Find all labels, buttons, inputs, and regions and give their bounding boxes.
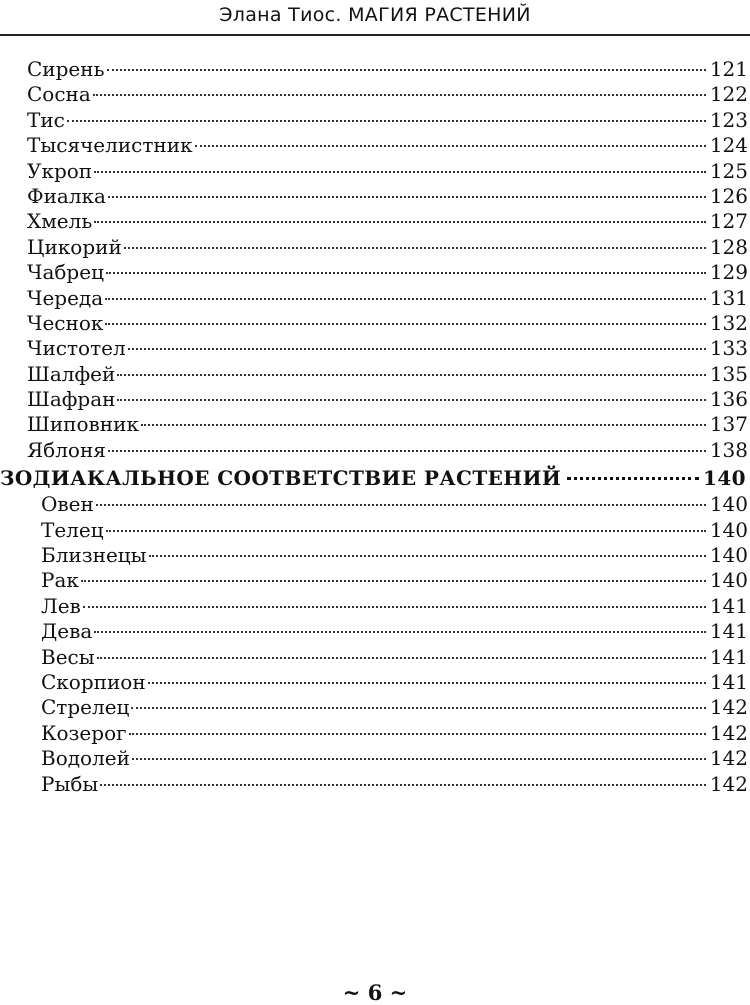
toc-entry-title: Фиалка	[27, 183, 106, 208]
toc-entry-title: Стрелец	[41, 695, 130, 720]
dot-leader	[148, 682, 706, 684]
toc-entry-page-number: 132	[709, 310, 748, 335]
toc-entry-page-number: 142	[709, 771, 748, 796]
toc-entry-page-number: 123	[709, 107, 748, 132]
dot-leader	[128, 348, 706, 350]
dot-leader	[105, 323, 705, 325]
dot-leader	[124, 247, 706, 249]
toc-entry-title: Рак	[41, 568, 79, 593]
toc-entry[interactable]	[0, 286, 750, 311]
toc-entry[interactable]	[0, 721, 750, 746]
toc-entry[interactable]	[0, 184, 750, 209]
toc-entry-page-number: 142	[709, 720, 748, 745]
page-number: ~ 6 ~	[342, 980, 408, 1005]
toc-entry[interactable]	[0, 108, 750, 133]
toc-entry-title: Шалфей	[27, 361, 116, 386]
toc-entry[interactable]	[0, 412, 750, 437]
table-of-contents	[0, 57, 750, 797]
toc-entry-page-number: 126	[709, 183, 748, 208]
toc-entry-title: Весы	[41, 644, 95, 669]
toc-entry[interactable]	[0, 235, 750, 260]
toc-entry-page-number: 133	[709, 336, 748, 361]
toc-entry-title: Череда	[27, 285, 104, 310]
toc-entry-page-number: 140	[709, 543, 748, 568]
toc-entry[interactable]	[0, 133, 750, 158]
toc-entry[interactable]	[0, 336, 750, 361]
toc-entry[interactable]	[0, 772, 750, 797]
toc-entry-page-number: 140	[709, 568, 748, 593]
toc-entry-title: Овен	[41, 492, 94, 517]
toc-entry-page-number: 124	[709, 133, 748, 158]
toc-entry-title: Козерог	[41, 720, 127, 745]
toc-entry-title: Шафран	[27, 387, 116, 412]
dot-leader	[117, 399, 705, 401]
toc-entry[interactable]	[0, 362, 750, 387]
toc-entry-title: Сирень	[27, 57, 105, 81]
dot-leader	[132, 758, 706, 760]
running-header	[0, 4, 750, 26]
dot-leader	[107, 69, 706, 71]
dot-leader	[96, 504, 706, 506]
toc-entry-page-number: 137	[709, 412, 748, 437]
toc-entry[interactable]	[0, 568, 750, 593]
dot-leader	[94, 171, 706, 173]
toc-entry[interactable]	[0, 619, 750, 644]
toc-entry-title: Цикорий	[27, 234, 122, 259]
dot-leader	[105, 298, 706, 300]
toc-entry-title: Водолей	[41, 746, 130, 771]
toc-entry[interactable]	[0, 387, 750, 412]
dot-leader	[97, 657, 706, 659]
toc-entry-page-number: 127	[709, 209, 748, 234]
toc-entry[interactable]	[0, 311, 750, 336]
toc-entry-title: Скорпион	[41, 669, 146, 694]
dot-leader	[67, 120, 706, 122]
toc-entry-page-number: 141	[709, 619, 748, 644]
dot-leader	[93, 94, 706, 96]
dot-leader	[94, 631, 706, 633]
toc-entry-title: Укроп	[27, 158, 93, 183]
toc-entry[interactable]	[0, 543, 750, 568]
toc-entry[interactable]	[0, 518, 750, 543]
toc-entry[interactable]	[0, 82, 750, 107]
toc-entry[interactable]	[0, 209, 750, 234]
toc-entry-page-number: 121	[709, 57, 748, 81]
toc-entry-page-number: 138	[709, 437, 748, 462]
toc-entry-title: Лев	[41, 593, 81, 618]
dot-leader	[149, 555, 706, 557]
toc-entry-title: Сосна	[27, 82, 91, 107]
header-rule	[0, 34, 750, 36]
toc-entry-title: Близнецы	[41, 543, 147, 568]
toc-entry-page-number: 142	[709, 746, 748, 771]
toc-entry-page-number: 125	[709, 158, 748, 183]
dot-leader	[81, 580, 706, 582]
section-title: ЗОДИАКАЛЬНОЕ СООТВЕТСТВИЕ РАСТЕНИЙ	[0, 466, 562, 491]
toc-entry-page-number: 140	[709, 517, 748, 542]
toc-section-heading[interactable]	[0, 464, 750, 492]
toc-entry[interactable]	[0, 746, 750, 771]
dot-leader	[131, 707, 705, 709]
zodiac-list	[0, 492, 750, 797]
book-title: Элана Тиос. МАГИЯ РАСТЕНИЙ	[219, 4, 531, 26]
dot-leader	[100, 784, 705, 786]
dot-leader	[106, 272, 706, 274]
toc-entry-page-number: 140	[709, 492, 748, 517]
toc-entry[interactable]	[0, 57, 750, 82]
dot-leader	[108, 450, 706, 452]
toc-entry[interactable]	[0, 159, 750, 184]
toc-entry-page-number: 128	[709, 234, 748, 259]
dot-leader	[94, 221, 706, 223]
toc-entry-page-number: 141	[709, 669, 748, 694]
toc-entry-page-number: 131	[709, 285, 748, 310]
toc-entry-title: Шиповник	[27, 412, 139, 437]
dot-leader	[141, 424, 706, 426]
toc-entry[interactable]	[0, 594, 750, 619]
toc-entry[interactable]	[0, 695, 750, 720]
toc-entry-page-number: 141	[709, 644, 748, 669]
toc-entry-page-number: 135	[709, 361, 748, 386]
dot-leader	[108, 196, 706, 198]
toc-entry-title: Чеснок	[27, 310, 104, 335]
toc-entry-page-number: 141	[709, 593, 748, 618]
toc-entry-page-number: 142	[709, 695, 748, 720]
toc-entry-title: Тис	[27, 107, 65, 132]
toc-entry-page-number: 122	[709, 82, 748, 107]
toc-entry-title: Чистотел	[27, 336, 126, 361]
dot-leader	[567, 477, 699, 480]
toc-entry[interactable]	[0, 492, 750, 517]
toc-entry-title: Хмель	[27, 209, 93, 234]
section-page-number: 140	[703, 466, 746, 491]
dot-leader	[117, 374, 706, 376]
toc-entry-page-number: 136	[709, 387, 748, 412]
toc-entry[interactable]	[0, 645, 750, 670]
toc-entry-title: Дева	[41, 619, 93, 644]
toc-entry[interactable]	[0, 260, 750, 285]
dot-leader	[129, 733, 706, 735]
dot-leader	[83, 606, 706, 608]
toc-entry-title: Рыбы	[41, 771, 99, 796]
dot-leader	[195, 145, 706, 147]
toc-entry-title: Телец	[41, 517, 104, 542]
toc-entry[interactable]	[0, 438, 750, 463]
toc-entry-title: Тысячелистник	[27, 133, 193, 158]
toc-entry[interactable]	[0, 670, 750, 695]
toc-entry-title: Яблоня	[27, 437, 106, 462]
toc-entry-page-number: 129	[709, 260, 748, 285]
toc-entry-title: Чабрец	[27, 260, 104, 285]
dot-leader	[106, 530, 706, 532]
plants-list	[0, 57, 750, 463]
